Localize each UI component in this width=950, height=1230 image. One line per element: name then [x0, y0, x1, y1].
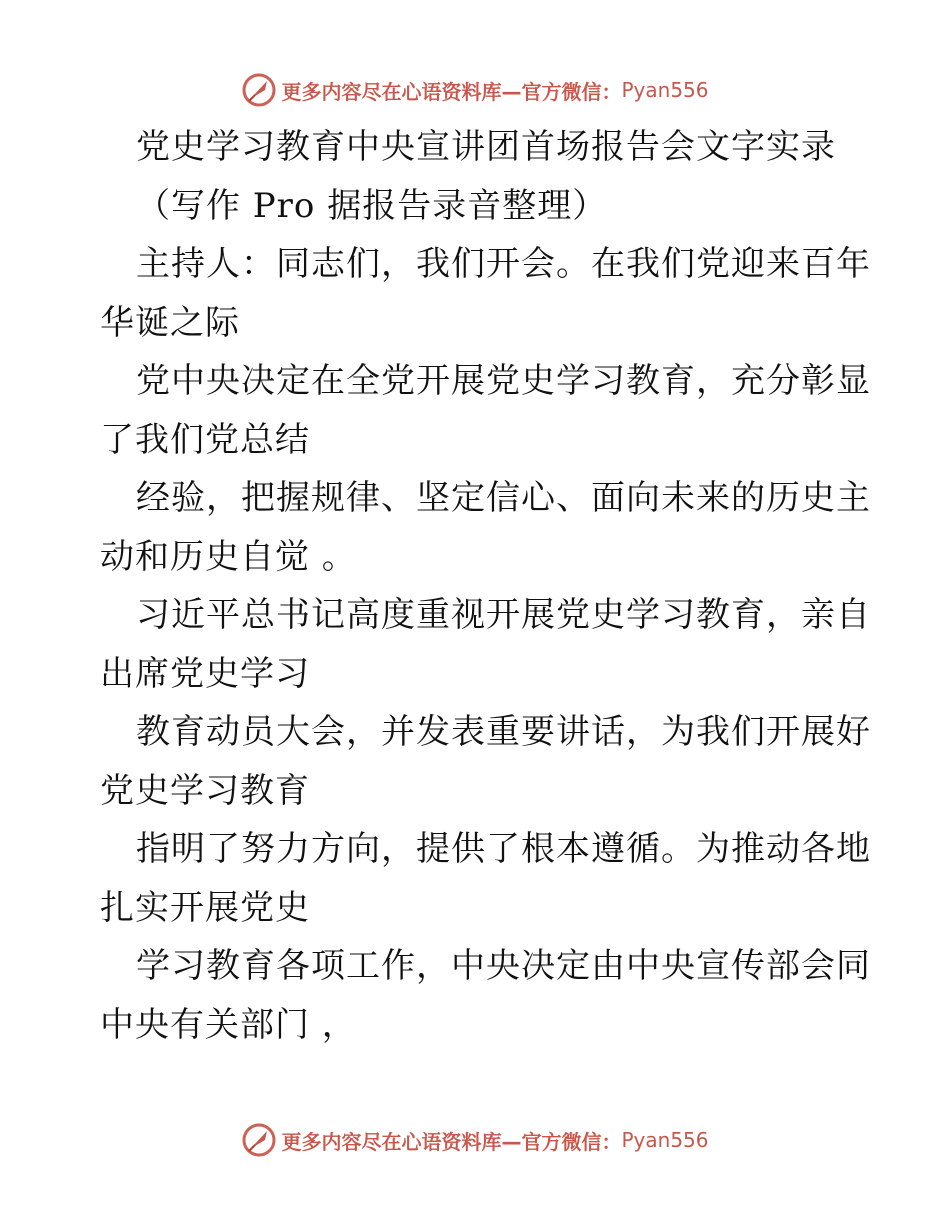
document-body [100, 118, 871, 1054]
footer-watermark [0, 1120, 950, 1160]
text-line: 教育动员大会，并发表重要讲话，为我们开展好 [136, 712, 871, 752]
watermark-text: 更多内容尽在心语资料库—官方微信： [281, 1129, 622, 1154]
watermark-wechat-id: Pyan556 [621, 1128, 709, 1152]
text-line: 党史学习教育中央宣讲团首场报告会文字实录 [136, 127, 836, 167]
text-line: 学习教育各项工作，中央决定由中央宣传部会同 [136, 946, 871, 986]
text-line: （写作 Pro 据报告录音整理） [136, 185, 608, 226]
text-line: 华诞之际 [100, 302, 240, 343]
text-line: 扎实开展党史 [100, 887, 310, 928]
header-watermark [0, 70, 950, 110]
quill-logo-icon [241, 72, 277, 108]
watermark-wechat-id: Pyan556 [621, 78, 709, 102]
text-line: 指明了努力方向，提供了根本遵循。为推动各地 [136, 829, 871, 869]
text-line: 习近平总书记高度重视开展党史学习教育，亲自 [136, 595, 871, 635]
text-line: 出席党史学习 [100, 653, 310, 694]
text-line: 经验，把握规律、坚定信心、面向未来的历史主 [136, 478, 871, 518]
text-line: 党中央决定在全党开展党史学习教育，充分彰显 [136, 361, 871, 401]
text-line: 了我们党总结 [100, 419, 310, 460]
text-line: 主持人：同志们，我们开会。在我们党迎来百年 [136, 244, 871, 284]
text-line: 中央有关部门 ， [100, 1004, 357, 1045]
text-line: 党史学习教育 [100, 770, 310, 811]
quill-logo-icon [241, 1122, 277, 1158]
text-line: 动和历史自觉 。 [100, 536, 357, 577]
watermark-text: 更多内容尽在心语资料库—官方微信： [281, 79, 622, 104]
